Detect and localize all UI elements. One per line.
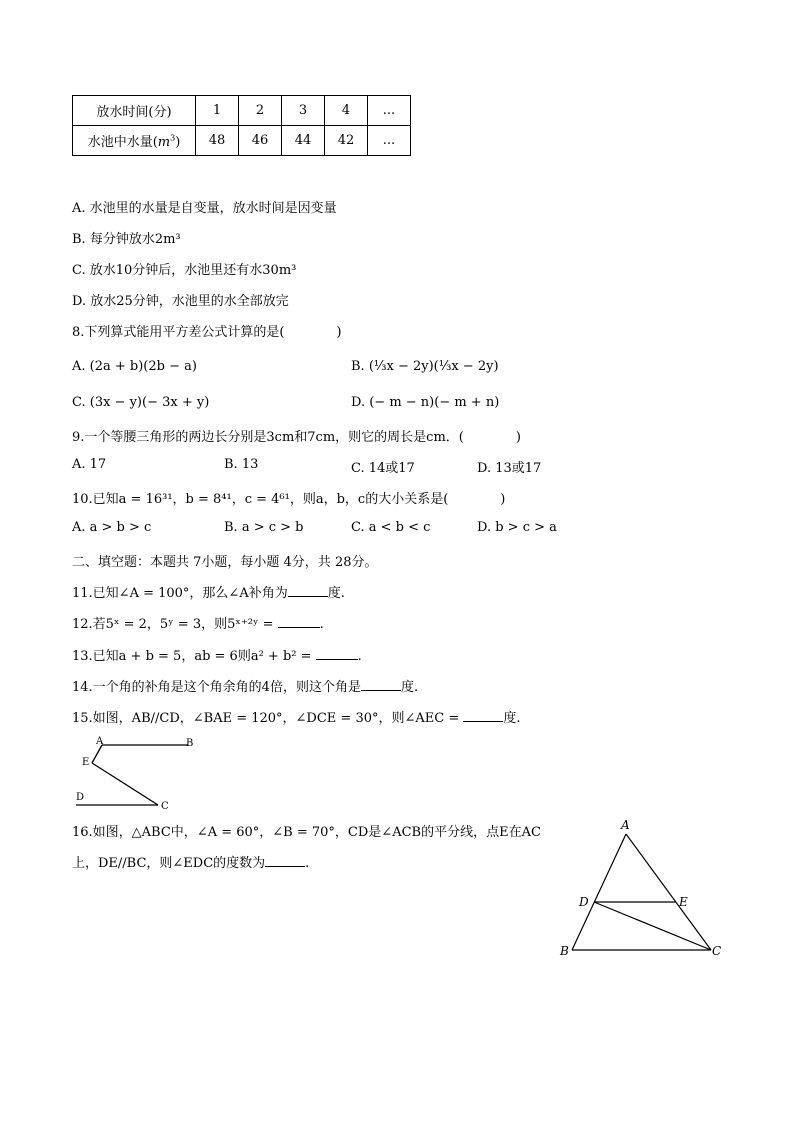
label-d: D [579,895,589,909]
side-ab [572,834,626,950]
answer-blank[interactable] [316,647,358,660]
table-cell: 2 [239,96,282,126]
q10-option-b: B. a > c > b [224,520,304,535]
q15-figure [70,733,210,813]
table-cell: ... [368,96,411,126]
q8-option-d: D. (− m − n)(− m + n) [351,395,500,410]
q15-suffix: 度. [503,711,521,726]
cell-unit: m [157,135,171,150]
q10-stem: 10.已知a = 16³¹，b = 8⁴¹，c = 4⁶¹，则a，b，c的大小关系是( ) [72,492,506,507]
table-cell: 46 [239,126,282,156]
label-e: E [82,757,90,768]
cell-text: 水池中水量( [87,135,158,150]
table-cell: 4 [325,96,368,126]
q8-option-c: C. (3x − y)(− 3x + y) [72,395,210,410]
q9-option-d: D. 13或17 [477,461,542,476]
q16-suffix: . [305,856,310,871]
q13-text: 13.已知a + b = 5，ab = 6则a² + b² = [72,649,316,664]
q8-stem: 8.下列算式能用平方差公式计算的是( ) [72,325,342,340]
label-b: B [186,738,194,749]
q9-option-a: A. 17 [72,457,107,472]
q9-stem: 9.一个等腰三角形的两边长分别是3cm和7cm，则它的周长是cm．( ) [72,430,521,445]
q11 [72,582,345,601]
q10-option-a: A. a > b > c [72,520,152,535]
q14 [72,676,418,695]
q10-option-d: D. b > c > a [477,520,557,535]
table-cell: 42 [325,126,368,156]
label-a: A [621,818,630,832]
table-cell: 48 [196,126,239,156]
q9-option-b: B. 13 [224,457,259,472]
table-cell: 44 [282,126,325,156]
q7-option-c: C. 放水10分钟后，水池里还有水30m³ [72,263,297,278]
answer-blank[interactable] [278,615,320,628]
q8-option-a: A. (2a + b)(2b − a) [72,359,197,374]
q13 [72,645,362,664]
table-cell: ... [368,126,411,156]
q14-suffix: 度. [400,680,419,695]
answer-blank[interactable] [361,678,401,691]
q15-text: 15.如图，AB//CD，∠BAE = 120°，∠DCE = 30°，则∠AEC = [72,711,464,726]
cell-text: ) [175,135,181,150]
table-row [73,126,411,156]
table-cell [73,126,196,156]
section-heading: 二、填空题：本题共 7小题，每小题 4分，共 28分。 [72,555,378,570]
label-d: D [76,792,85,803]
table-cell: 3 [282,96,325,126]
q14-text: 14.一个角的补角是这个角余角的4倍，则这个角是 [72,680,361,695]
q16-line2 [72,852,309,871]
q9-option-c: C. 14或17 [351,461,415,476]
q10-option-c: C. a < b < c [351,520,431,535]
q16-text: 上，DE//BC，则∠EDC的度数为 [72,856,266,871]
line-ae [92,745,102,763]
q13-suffix: . [357,649,362,664]
q15 [72,707,521,726]
q7-option-d: D. 放水25分钟，水池里的水全部放完 [72,294,289,309]
q16-figure [555,815,730,965]
q16-line1: 16.如图，△ABC中，∠A = 60°，∠B = 70°，CD是∠ACB的平分线，点E在AC [72,825,541,840]
label-c: C [712,944,722,958]
answer-blank[interactable] [265,854,305,867]
table-cell: 1 [196,96,239,126]
answer-blank[interactable] [463,709,503,722]
line-ec [92,763,158,805]
q12-suffix: . [319,617,324,632]
label-b: B [560,944,569,958]
q7-option-a: A. 水池里的水量是自变量，放水时间是因变量 [72,201,337,216]
q12-text: 12.若5ˣ = 2，5ʸ = 3，则5ˣ⁺²ʸ = [72,617,278,632]
water-table [72,95,411,156]
q12 [72,613,324,632]
q8-option-b: B. (⅓x − 2y)(⅓x − 2y) [351,359,499,374]
label-a: A [96,736,104,747]
label-c: C [161,801,169,812]
table-row [73,96,411,126]
q7-option-b: B. 每分钟放水2m³ [72,232,181,247]
table-cell: 放水时间(分) [73,96,196,126]
q11-text: 11.已知∠A = 100°，那么∠A补角为 [72,586,288,601]
cell-sup: 3 [170,133,176,143]
q11-suffix: 度. [327,586,345,601]
answer-blank[interactable] [288,584,328,597]
label-e: E [679,895,688,909]
